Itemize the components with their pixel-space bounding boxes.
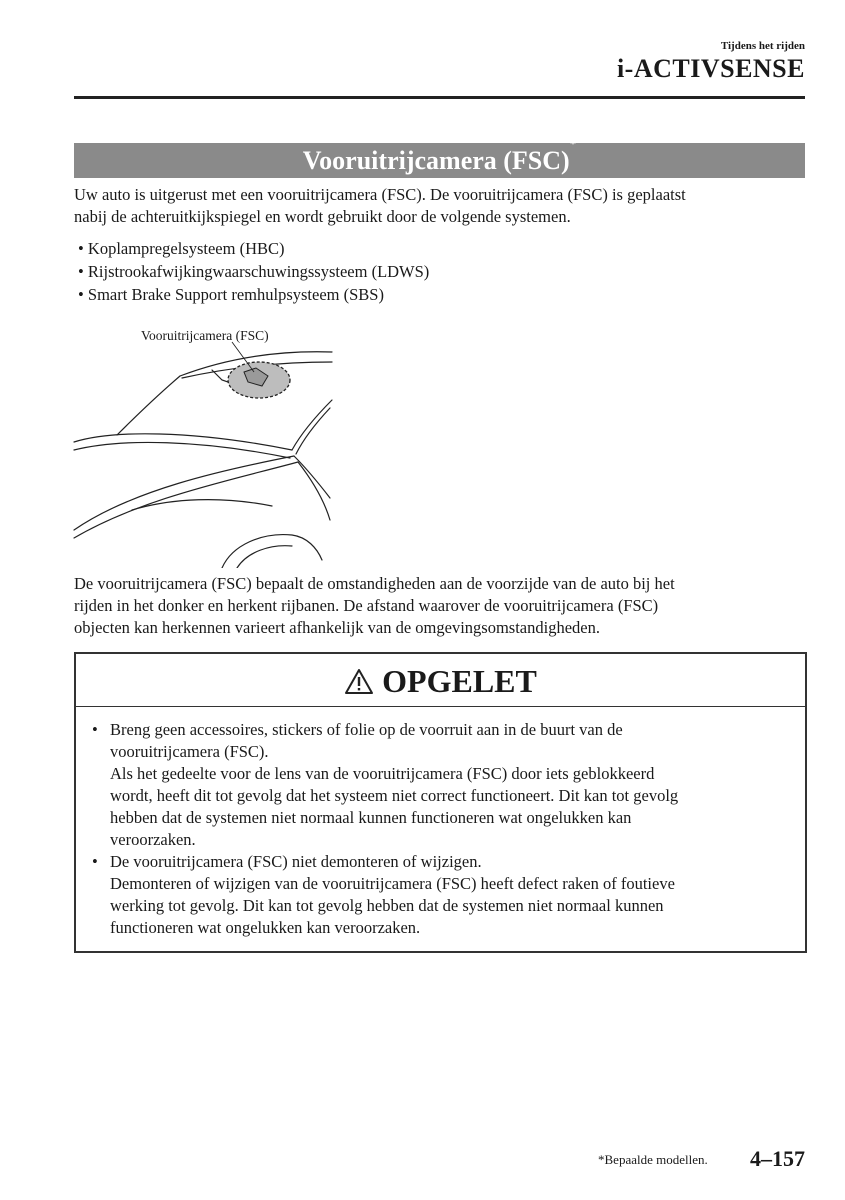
caution-item	[90, 851, 678, 873]
bullet: •	[92, 720, 98, 739]
system-item: • Smart Brake Support remhulpsysteem (SBS)	[78, 285, 384, 304]
chapter-title: i-ACTIVSENSE	[616, 54, 805, 83]
caution-box	[74, 652, 807, 953]
figure-label: Vooruitrijcamera (FSC)	[141, 328, 269, 343]
camera-location-illustration	[72, 320, 334, 568]
caution-header	[76, 654, 805, 707]
page-number: 4–157	[750, 1146, 805, 1171]
caution-item	[90, 719, 678, 741]
description-line: objecten kan herkennen varieert afhankelijk van de omgevingsomstandigheden.	[74, 618, 600, 637]
intro-paragraph	[74, 184, 809, 228]
banner-title: Vooruitrijcamera (FSC)	[302, 146, 570, 175]
description-line: De vooruitrijcamera (FSC) bepaalt de omstandigheden aan de voorzijde van de auto bij het	[74, 574, 675, 593]
system-item: • Koplampregelsysteem (HBC)	[78, 239, 285, 258]
caution-line: veroorzaken.	[110, 830, 196, 849]
caution-line: Breng geen accessoires, stickers of folie op de voorruit aan in de buurt van de	[110, 720, 623, 739]
header-rule	[74, 96, 805, 99]
caution-line: Als het gedeelte voor de lens van de vooruitrijcamera (FSC) door iets geblokkeerd	[110, 764, 655, 783]
warning-triangle-icon	[344, 668, 374, 695]
intro-line: Uw auto is uitgerust met een vooruitrijcamera (FSC). De vooruitrijcamera (FSC) is geplaatst	[74, 185, 686, 204]
intro-line: nabij de achteruitkijkspiegel en wordt gebruikt door de volgende systemen.	[74, 207, 571, 226]
bullet: •	[92, 852, 98, 871]
description-line: rijden in het donker en herkent rijbanen. De afstand waarover de vooruitrijcamera (FSC)	[74, 596, 659, 615]
footnote: *Bepaalde modellen.	[598, 1152, 708, 1167]
caution-line: werking tot gevolg. Dit kan tot gevolg hebben dat de systemen niet normaal kunnen	[110, 896, 664, 915]
caution-line: Demonteren of wijzigen van de vooruitrijcamera (FSC) heeft defect raken of foutieve	[110, 874, 675, 893]
caution-body	[90, 719, 678, 939]
section-banner	[74, 136, 805, 178]
caution-line: De vooruitrijcamera (FSC) niet demonteren of wijzigen.	[110, 852, 482, 871]
section-label: Tijdens het rijden	[720, 40, 805, 52]
caution-line: hebben dat de systemen niet normaal kunnen functioneren wat ongelukken kan	[110, 808, 632, 827]
caution-line: vooruitrijcamera (FSC).	[110, 742, 269, 761]
caution-line: wordt, heeft dit tot gevolg dat het systeem niet correct functioneert. Dit kan tot gevolg	[110, 786, 679, 805]
systems-list	[78, 237, 429, 306]
banner-marker: *	[569, 136, 577, 151]
description-paragraph	[74, 573, 809, 639]
caution-title: OPGELET	[382, 663, 537, 699]
system-item: • Rijstrookafwijkingwaarschuwingssysteem (LDWS)	[78, 262, 430, 281]
caution-line: functioneren wat ongelukken kan veroorzaken.	[110, 918, 421, 937]
